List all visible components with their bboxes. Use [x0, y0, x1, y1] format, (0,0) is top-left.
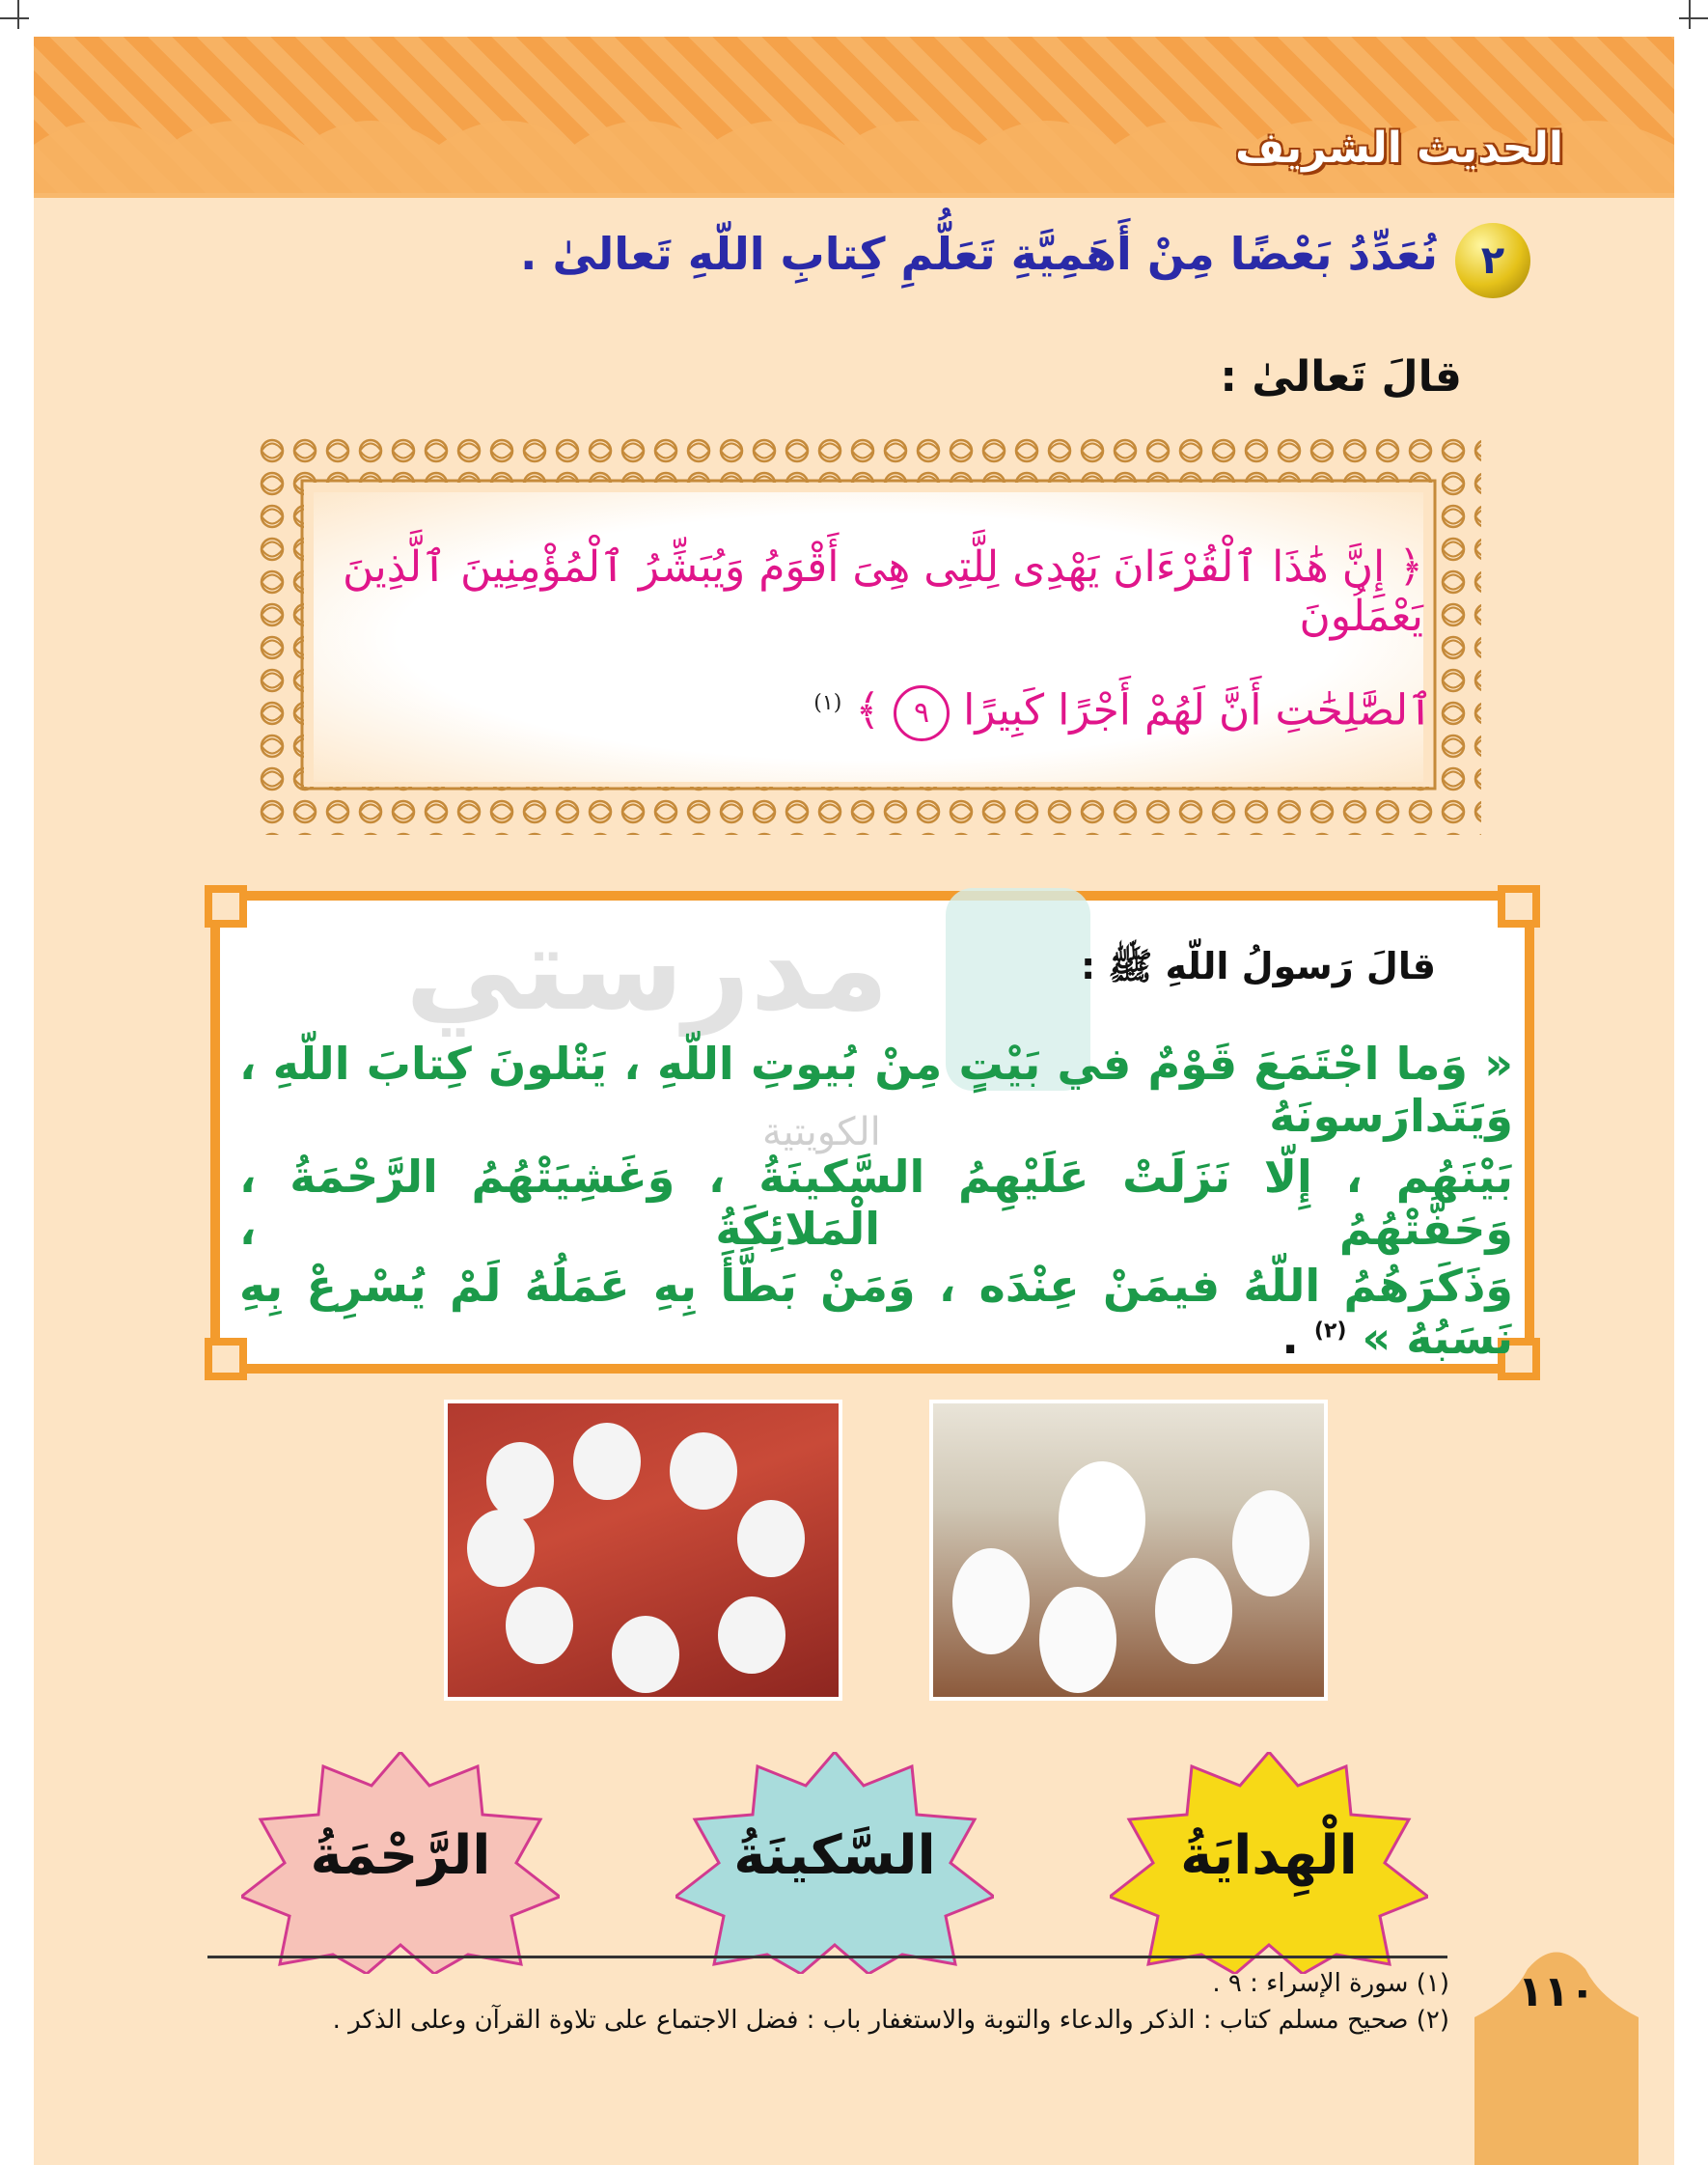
- star-label-mercy: الرَّحْمَةُ: [310, 1824, 491, 1887]
- hadith-end-period: .: [1281, 1312, 1299, 1364]
- hadith-footnote-ref: (٢): [1313, 1318, 1347, 1344]
- objective-number-badge: ٢: [1455, 223, 1530, 298]
- crop-mark: [1679, 17, 1708, 19]
- ayah-number-marker: ٩: [894, 685, 950, 741]
- star-label-tranquility: السَّكينَةُ: [733, 1824, 936, 1887]
- quran-verse-line-2-text: ٱلصَّٰلِحَٰتِ أَنَّ لَهُمْ أَجْرًا كَبِيرًا: [963, 685, 1433, 736]
- hadith-line-1: « وَما اجْتَمَعَ قَوْمٌ في بَيْتٍ مِنْ بُيوتِ اللّهِ ، يَتْلونَ كِتابَ اللّهِ ، وَيَتَدارَسونَهُ: [239, 1038, 1513, 1142]
- quran-verse-line-2: [468, 685, 1433, 741]
- photo-girls-reading-quran: [444, 1400, 842, 1701]
- crop-mark: [0, 17, 29, 19]
- crop-mark: [1689, 0, 1691, 29]
- footnote-2: (٢) صحيح مسلم كتاب : الذكر والدعاء والتوبة والاستغفار باب : فضل الاجتماع على تلاوة القرآن وعلى الذكر .: [332, 2006, 1449, 2035]
- hadith-line-3: [239, 1260, 1513, 1364]
- watermark-text: مدرستي: [405, 902, 890, 1037]
- page-number: ١١٠: [1517, 1967, 1596, 2016]
- hadith-intro: قالَ رَسولُ اللّهِ ﷺ :: [1080, 945, 1436, 987]
- star-label-guidance: الْهِدايَةُ: [1180, 1824, 1358, 1887]
- objective-text: نُعَدِّدُ بَعْضًا مِنْ أَهَمِيَّةِ تَعَلُّمِ كِتابِ اللّهِ تَعالىٰ .: [519, 228, 1438, 280]
- hadith-box-corner-top-right: [1498, 885, 1540, 928]
- section-title: الحديث الشريف: [1235, 124, 1563, 173]
- hadith-box-corner-top-left: [205, 885, 247, 928]
- quran-close-bracket: ﴾: [855, 685, 881, 736]
- quran-footnote-ref: (١): [813, 690, 842, 715]
- watermark-subtext: الكويتية: [762, 1110, 881, 1154]
- crop-mark: [17, 0, 19, 29]
- hadith-line-2: بَيْنَهُم ، إِلّا نَزَلَتْ عَلَيْهِمُ السَّكينَةُ ، وَغَشِيَتْهُمُ الرَّحْمَةُ ، وَحَفَّتْهُمُ الْمَلائِكَةُ ،: [239, 1151, 1513, 1255]
- hadith-line-3-text: وَذَكَرَهُمُ اللّهُ فيمَنْ عِنْدَه ، وَمَنْ بَطَّأَ بِهِ عَمَلُهُ لَمْ يُسْرِعْ بِهِ نَسَبُهُ »: [239, 1260, 1513, 1364]
- footnote-1: (١) سورة الإسراء : ٩ .: [1212, 1969, 1449, 1998]
- footnote-divider: [207, 1956, 1447, 1958]
- quran-verse-line-1: ﴿ إِنَّ هَٰذَا ٱلْقُرْءَانَ يَهْدِى لِلَّتِى هِىَ أَقْوَمُ وَيُبَشِّرُ ٱلْمُؤْمِنِينَ ٱلَّذِينَ يَعْمَلُونَ: [342, 542, 1423, 641]
- photo-boys-study-circle: [929, 1400, 1328, 1701]
- quran-intro: قالَ تَعالىٰ :: [1220, 352, 1462, 402]
